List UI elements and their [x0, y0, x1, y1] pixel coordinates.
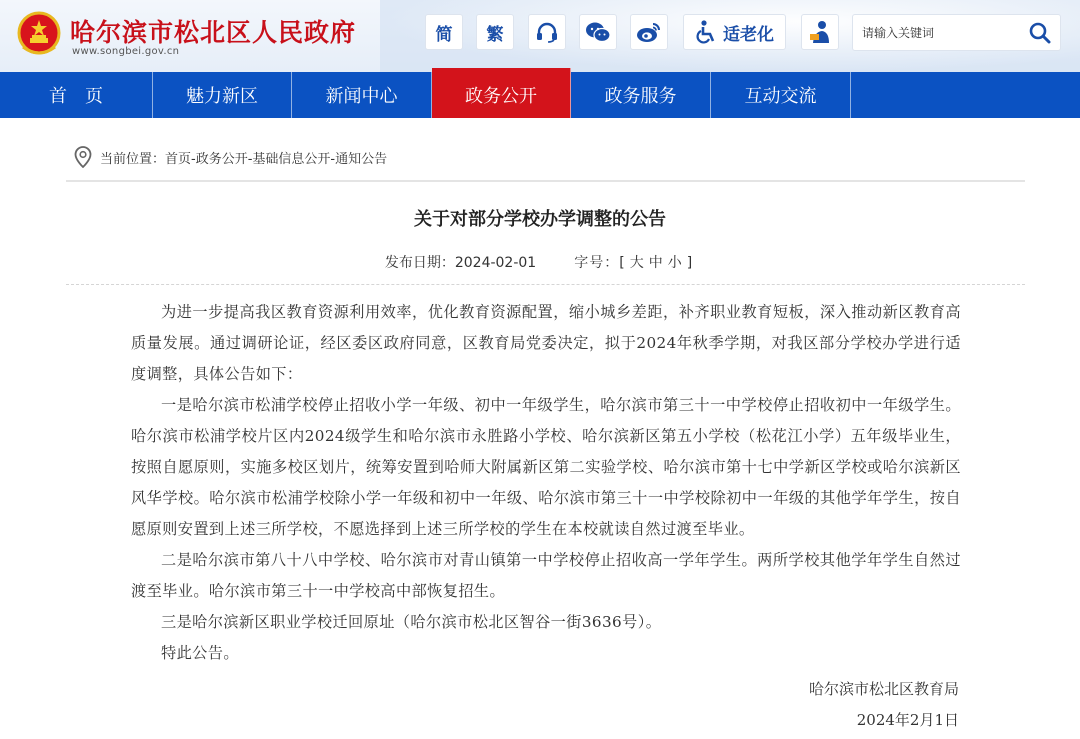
elderly-mode-label: 适老化	[723, 24, 774, 45]
nav-item-government-affairs[interactable]	[432, 68, 571, 118]
nav-item-interaction[interactable]	[711, 72, 851, 118]
traditional-chinese-button[interactable]	[476, 14, 514, 50]
sign-date: 2024年2月1日	[856, 711, 959, 729]
person-reading-icon	[808, 20, 832, 44]
nav-item-label: 魅力新区	[186, 86, 258, 107]
headset-icon	[535, 21, 559, 43]
traditional-label: 繁	[486, 24, 504, 45]
site-name[interactable]: 哈尔滨市松北区人民政府	[70, 18, 357, 47]
simplified-label: 简	[435, 24, 453, 45]
nav-item-charm[interactable]	[153, 72, 292, 118]
search-button[interactable]	[1026, 20, 1054, 46]
wechat-button[interactable]	[579, 14, 617, 50]
nav-item-label: 政务服务	[604, 86, 677, 107]
main-nav	[0, 72, 1080, 118]
nav-item-label: 互动交流	[744, 86, 817, 107]
location-pin-icon	[74, 146, 92, 168]
article-title: 关于对部分学校办学调整的公告	[414, 209, 666, 230]
font-size-small-button[interactable]: 小	[667, 255, 683, 271]
font-size-switcher	[572, 252, 695, 272]
search-icon	[1029, 22, 1051, 44]
article-signature-block	[809, 674, 959, 736]
elderly-mode-button[interactable]	[683, 14, 786, 50]
weibo-icon	[636, 21, 662, 43]
article-paragraph: 一是哈尔滨市松浦学校停止招收小学一年级、初中一年级学生，哈尔滨市第三十一中学校停止招收初中一年级学生。哈尔滨市松浦学校片区内2024级学生和哈尔滨市永胜路小学校、哈尔滨新区第五小学校（松花江小学）五年级毕业生，按照自愿原则，实施多校区划片，统筹安置到哈师大附属新区第二实验学校、哈尔滨市第十七中学新区学校或哈尔滨新区风华学校。哈尔滨市松浦学校除小学一年级和初中一年级、哈尔滨市第三十一中学校除初中一年级的其他学年学生，按自愿原则安置到上述三所学校，不愿选择到上述三所学校的学生在本校就读自然过渡至毕业。	[131, 396, 961, 538]
nav-item-label: 首 页	[49, 86, 103, 107]
accessibility-button[interactable]	[801, 14, 839, 50]
national-emblem-icon	[17, 11, 61, 57]
customer-service-button[interactable]	[528, 14, 566, 50]
wheelchair-icon	[695, 20, 717, 44]
article-paragraph: 二是哈尔滨市第八十八中学校、哈尔滨市对青山镇第一中学校停止招收高一学年学生。两所学校其他学年学生自然过渡至毕业。哈尔滨市第三十一中学校高中部恢复招生。	[131, 551, 961, 600]
font-size-medium-button[interactable]: 中	[648, 255, 664, 271]
font-size-end: ]	[686, 255, 694, 271]
nav-item-services[interactable]	[571, 72, 711, 118]
wechat-icon	[585, 21, 611, 43]
font-size-label: 字号：[	[574, 255, 626, 271]
article-meta	[0, 252, 1080, 272]
breadcrumb	[74, 146, 387, 168]
font-size-large-button[interactable]: 大	[629, 255, 645, 271]
nav-item-home[interactable]	[0, 72, 153, 118]
article-paragraph: 三是哈尔滨新区职业学校迁回原址（哈尔滨市松北区智谷一街3636号）。	[161, 613, 662, 631]
article-paragraph: 为进一步提高我区教育资源利用效率，优化教育资源配置，缩小城乡差距，补齐职业教育短板，深入推动新区教育高质量发展。通过调研论证，经区委区政府同意，区教育局党委决定，拟于2024年秋季学期，对我区部分学校办学进行适度调整，具体公告如下：	[131, 303, 961, 383]
nav-item-label: 新闻中心	[325, 86, 398, 107]
divider	[66, 180, 1025, 182]
nav-item-news[interactable]	[292, 72, 432, 118]
breadcrumb-text[interactable]: 当前位置：首页-政务公开-基础信息公开-通知公告	[100, 151, 388, 167]
weibo-button[interactable]	[630, 14, 668, 50]
signature: 哈尔滨市松北区教育局	[808, 680, 959, 698]
nav-item-label: 政务公开	[465, 86, 537, 107]
search-box	[852, 14, 1061, 51]
article-paragraph: 特此公告。	[161, 644, 239, 662]
divider-dashed	[66, 284, 1025, 285]
publish-date: 发布日期：2024-02-01	[384, 255, 537, 271]
search-input[interactable]	[853, 18, 1018, 48]
article-body	[131, 297, 961, 669]
simplified-chinese-button[interactable]	[425, 14, 463, 50]
site-url: www.songbei.gov.cn	[72, 46, 180, 57]
site-header	[0, 0, 1080, 72]
